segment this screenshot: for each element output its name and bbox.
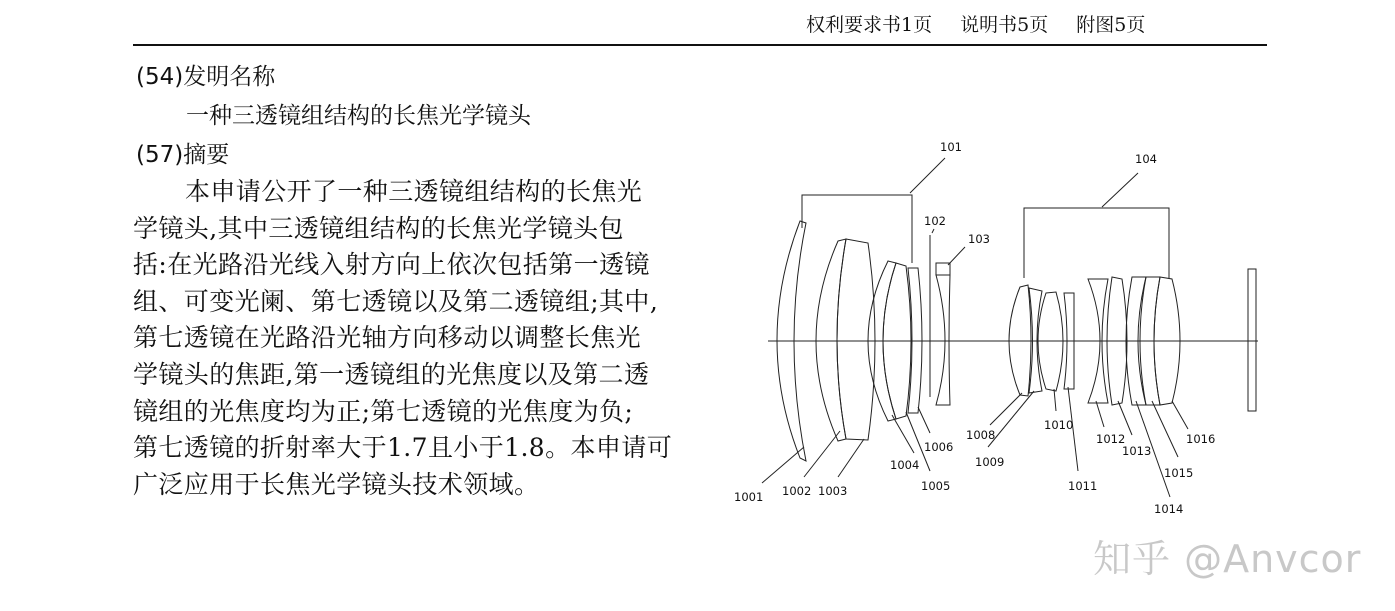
- leader-1006: [918, 407, 930, 433]
- label-1009: 1009: [975, 455, 1005, 469]
- label-1013: 1013: [1122, 444, 1152, 458]
- label-1005: 1005: [921, 479, 951, 493]
- label-102: 102: [924, 214, 946, 228]
- leader-1004: [892, 415, 914, 453]
- leader-1012: [1096, 401, 1104, 427]
- label-1014: 1014: [1154, 502, 1184, 516]
- abstract-line: 本申请公开了一种三透镜组结构的长焦光: [185, 177, 643, 206]
- document-page-counts: [806, 10, 1167, 37]
- claims-page-count: 权利要求书1页: [806, 14, 933, 36]
- label-1003: 1003: [818, 484, 848, 498]
- leader-1008: [990, 393, 1022, 425]
- watermark: 知乎 @Anvcor: [1093, 537, 1362, 581]
- abstract-line: 第七透镜在光路沿光轴方向移动以调整长焦光: [133, 323, 642, 353]
- leader-1015: [1152, 401, 1178, 457]
- abstract-field-code: (57): [136, 142, 184, 168]
- description-page-count: 说明书5页: [960, 14, 1049, 36]
- leader-1003: [838, 439, 864, 477]
- drawings-page-count: 附图5页: [1076, 14, 1146, 36]
- label-1008: 1008: [966, 428, 996, 442]
- label-1011: 1011: [1068, 479, 1098, 493]
- abstract-body: [133, 174, 678, 503]
- leader-1016: [1172, 401, 1188, 429]
- header-rule: [133, 44, 1267, 46]
- group-101-bracket: [802, 195, 912, 263]
- label-1006: 1006: [924, 440, 954, 454]
- abstract-line: 学镜头,其中三透镜组结构的长焦光学镜头包: [133, 213, 624, 243]
- lens-1008: [1009, 285, 1031, 396]
- label-1016: 1016: [1186, 432, 1216, 446]
- abstract-line: 广泛应用于长焦光学镜头技术领域。: [133, 469, 540, 499]
- leader-1013: [1118, 401, 1132, 435]
- label-1012: 1012: [1096, 432, 1126, 446]
- abstract-field-label: 摘要: [183, 142, 230, 168]
- leader-1001: [762, 447, 804, 483]
- title-field-label: 发明名称: [183, 64, 276, 90]
- invention-title: 一种三透镜组结构的长焦光学镜头: [186, 103, 531, 129]
- leader-103: [948, 247, 965, 265]
- leader-101: [910, 158, 945, 193]
- filter-plate: [1248, 269, 1256, 411]
- lens-1010: [1038, 292, 1063, 391]
- leader-1010: [1054, 389, 1056, 411]
- label-1010: 1010: [1044, 418, 1074, 432]
- abstract-line: 学镜头的焦距,第一透镜组的光焦度以及第二透: [133, 359, 650, 389]
- title-field-code: (54): [136, 64, 184, 90]
- leader-1002: [804, 431, 840, 477]
- lens-structure-diagram: [720, 135, 1280, 525]
- leader-104: [1102, 173, 1138, 207]
- abstract-line: 第七透镜的折射率大于1.7且小于1.8。本申请可: [133, 433, 673, 463]
- label-104: 104: [1135, 152, 1157, 166]
- label-101: 101: [940, 140, 962, 154]
- label-1002: 1002: [782, 484, 812, 498]
- label-1015: 1015: [1164, 466, 1194, 480]
- group-104-bracket: [1024, 208, 1169, 278]
- abstract-line: 镜组的光焦度均为正;第七透镜的光焦度为负;: [133, 396, 634, 426]
- label-103: 103: [968, 232, 990, 246]
- label-1004: 1004: [890, 458, 920, 472]
- lens-1006: [908, 268, 922, 413]
- abstract-field-heading: [136, 136, 229, 169]
- lens-1003: [837, 239, 875, 440]
- abstract-line: 括:在光路沿光线入射方向上依次包括第一透镜: [133, 250, 650, 280]
- leader-102: [932, 229, 934, 233]
- lens-103: [936, 263, 950, 405]
- label-1001: 1001: [734, 490, 764, 504]
- abstract-line: 组、可变光阑、第七透镜以及第二透镜组;其中,: [133, 286, 659, 316]
- title-field-heading: [136, 58, 275, 91]
